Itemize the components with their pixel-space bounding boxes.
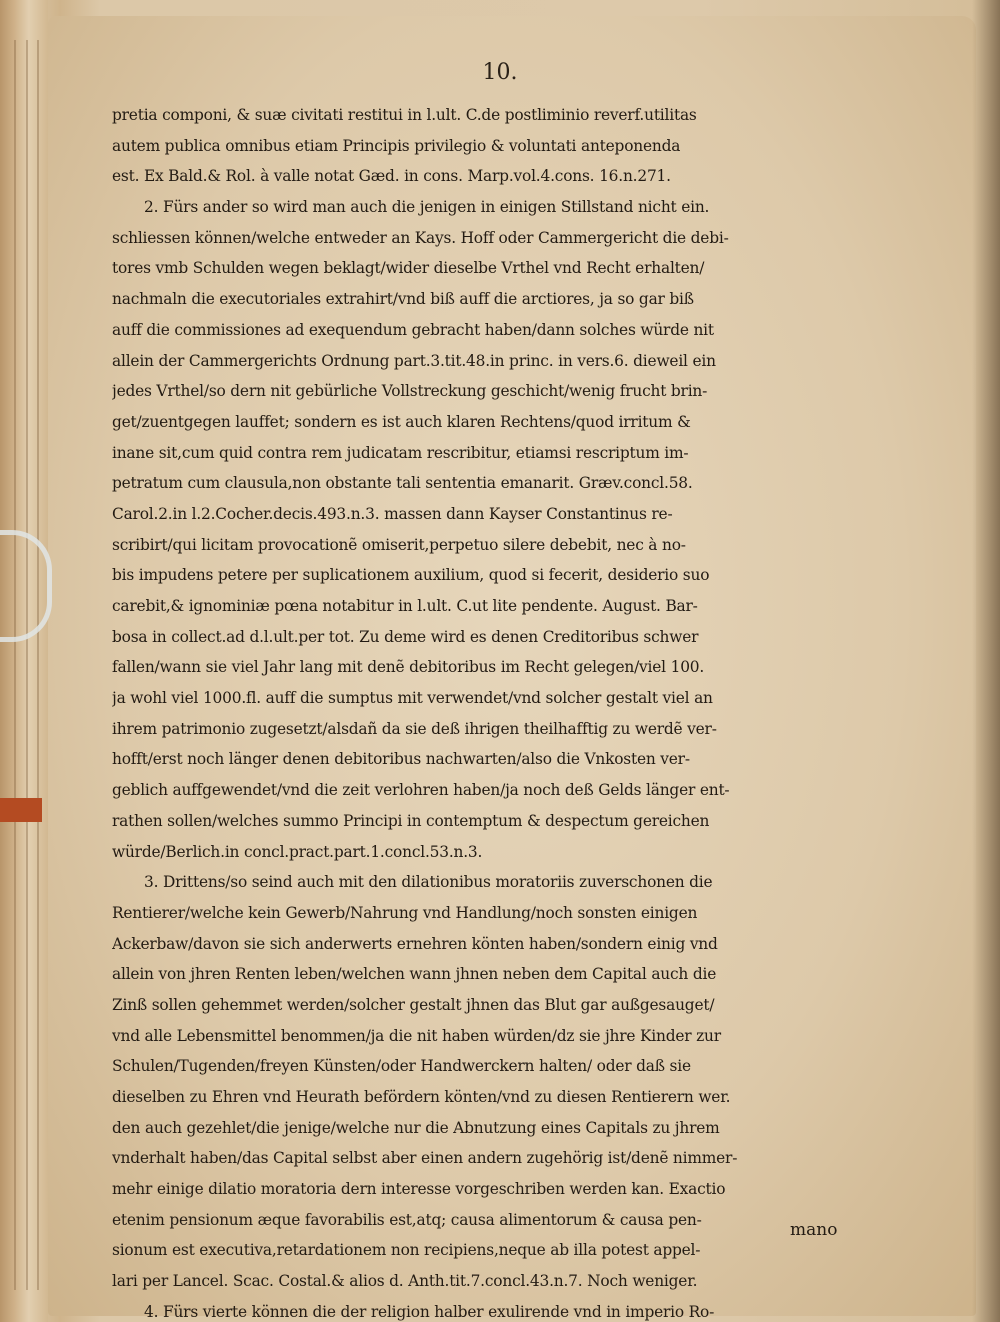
text-line: mehr einige dilatio moratoria dern interesse vorgeschriben werden kan. Exactio — [112, 1180, 726, 1199]
text-line: ihrem patrimonio zugesetzt/alsdañ da sie deß ihrigen theilhafftig zu werdẽ ver- — [112, 719, 717, 738]
text-line: etenim pensionum æque favorabilis est,atq; causa alimentorum & causa pen- — [112, 1210, 702, 1229]
paragraph-start-line: 2. Fürs ander so wird man auch die jenigen in einigen Stillstand nicht ein. — [144, 198, 710, 217]
text-line: rathen sollen/welches summo Principi in contemptum & despectum gereichen — [112, 811, 710, 830]
text-line: allein von jhren Renten leben/welchen wann jhnen neben dem Capital auch die — [112, 965, 717, 984]
page-number: 10. — [482, 60, 518, 85]
text-line: Ackerbaw/davon sie sich anderwerts ernehren könten haben/sondern einig vnd — [112, 934, 718, 953]
text-line: den auch gezehlet/die jenige/welche nur die Abnutzung eines Capitals zu jhrem — [112, 1118, 720, 1137]
text-line: petratum cum clausula,non obstante tali sententia emanarit. Græv.concl.58. — [112, 474, 693, 493]
catchword: mano — [790, 1220, 838, 1240]
paper-clip — [0, 530, 52, 642]
text-line: schliessen können/welche entweder an Kays. Hoff oder Cammergericht die debi- — [112, 228, 729, 247]
text-line: autem publica omnibus etiam Principis privilegio & voluntati anteponenda — [112, 136, 681, 155]
book-page-edges — [0, 0, 48, 1322]
text-line: Carol.2.in l.2.Cocher.decis.493.n.3. massen dann Kayser Constantinus re- — [112, 504, 673, 523]
text-line: est. Ex Bald.& Rol. à valle notat Gæd. in cons. Marp.vol.4.cons. 16.n.271. — [112, 167, 671, 186]
text-line: Schulen/Tugenden/freyen Künsten/oder Handwerckern halten/ oder daß sie — [112, 1057, 691, 1076]
text-line: bosa in collect.ad d.l.ult.per tot. Zu deme wird es denen Creditoribus schwer — [112, 627, 699, 646]
text-line: geblich auffgewendet/vnd die zeit verlohren haben/ja noch deß Gelds länger ent- — [112, 781, 730, 800]
text-line: auff die commissiones ad exequendum gebracht haben/dann solches würde nit — [112, 320, 714, 339]
text-line: hofft/erst noch länger denen debitoribus nachwarten/also die Vnkosten ver- — [112, 750, 690, 769]
text-line: nachmaln die executoriales extrahirt/vnd biß auff die arctiores, ja so gar biß — [112, 290, 694, 309]
text-line: sionum est executiva,retardationem non recipiens,neque ab illa potest appel- — [112, 1241, 701, 1260]
body-text — [112, 100, 860, 1322]
text-line: inane sit,cum quid contra rem judicatam rescribitur, etiamsi rescriptum im- — [112, 443, 689, 462]
text-line: Rentierer/welche kein Gewerb/Nahrung vnd Handlung/noch sonsten einigen — [112, 903, 698, 922]
right-edge-shadow — [972, 0, 1000, 1322]
red-edge-mark — [0, 798, 42, 822]
page-edge-line — [26, 40, 28, 1290]
text-line: vnderhalt haben/das Capital selbst aber einen andern zugehörig ist/denẽ nimmer- — [112, 1149, 738, 1168]
paragraph-start-line: 4. Fürs vierte können die der religion halber exulirende vnd in imperio Ro- — [144, 1302, 715, 1321]
text-line: allein der Cammergerichts Ordnung part.3.tit.48.in princ. in vers.6. dieweil ein — [112, 351, 716, 370]
page-edge-line — [14, 40, 16, 1290]
text-line: get/zuentgegen lauffet; sondern es ist auch klaren Rechtens/quod irritum & — [112, 412, 691, 431]
text-line: pretia componi, & suæ civitati restitui in l.ult. C.de postliminio reverf.utilitas — [112, 106, 697, 124]
text-line: scribirt/qui licitam provocationẽ omiserit,perpetuo silere debebit, nec à no- — [112, 535, 686, 554]
text-line: dieselben zu Ehren vnd Heurath befördern könten/vnd zu diesen Rentierern wer. — [112, 1088, 731, 1106]
text-line: tores vmb Schulden wegen beklagt/wider dieselbe Vrthel vnd Recht erhalten/ — [112, 259, 705, 278]
text-line: ja wohl viel 1000.fl. auff die sumptus mit verwendet/vnd solcher gestalt viel an — [112, 689, 713, 708]
page-edge-line — [37, 40, 39, 1290]
text-line: würde/Berlich.in concl.pract.part.1.concl.53.n.3. — [112, 842, 483, 861]
text-line: bis impudens petere per suplicationem auxilium, quod si fecerit, desiderio suo — [112, 566, 710, 585]
text-line: Zinß sollen gehemmet werden/solcher gestalt jhnen das Blut gar außgesauget/ — [112, 995, 715, 1014]
paragraph-start-line: 3. Drittens/so seind auch mit den dilationibus moratoriis zuverschonen die — [144, 873, 713, 892]
text-line: carebit,& ignominiæ pœna notabitur in l.ult. C.ut lite pendente. August. Bar- — [112, 597, 698, 615]
text-line: fallen/wann sie viel Jahr lang mit denẽ debitoribus im Recht gelegen/viel 100. — [112, 658, 705, 677]
text-line: vnd alle Lebensmittel benommen/ja die nit haben würden/dz sie jhre Kinder zur — [112, 1026, 721, 1045]
text-line: lari per Lancel. Scac. Costal.& alios d. Anth.tit.7.concl.43.n.7. Noch weniger. — [112, 1272, 698, 1291]
text-line: jedes Vrthel/so dern nit gebürliche Vollstreckung geschicht/wenig frucht brin- — [112, 382, 708, 401]
